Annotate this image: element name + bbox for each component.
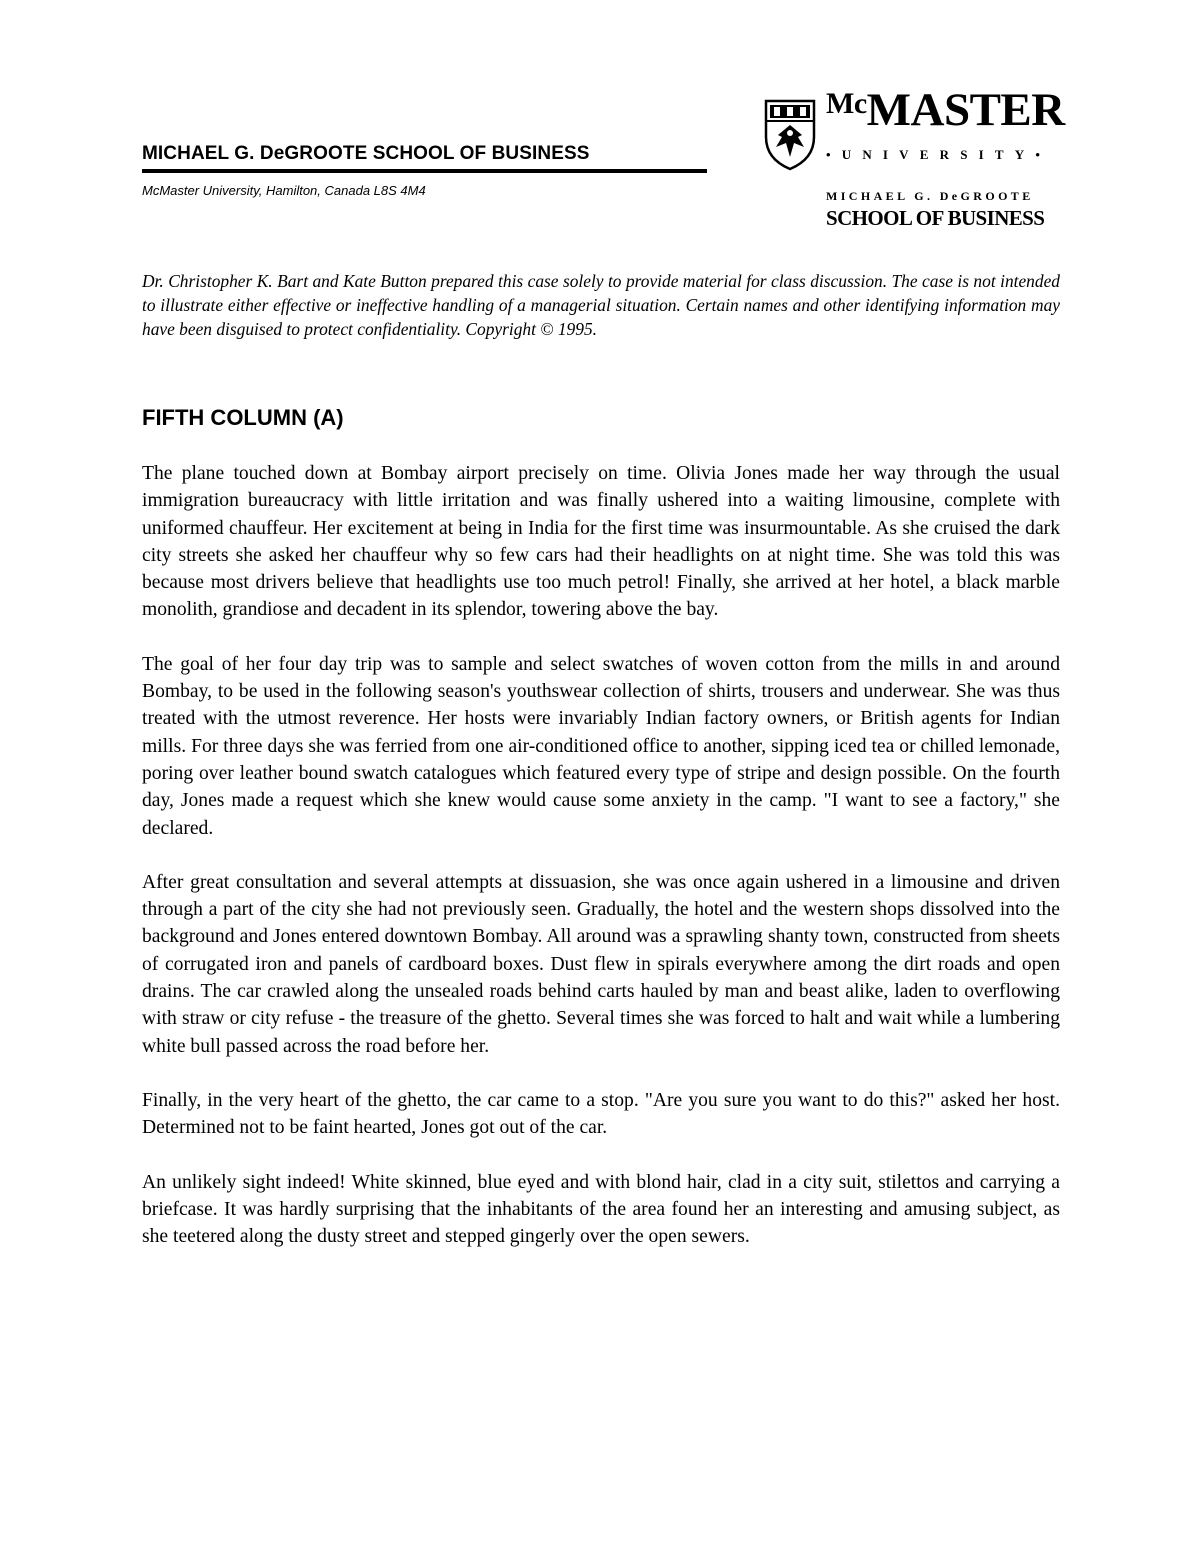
school-address: McMaster University, Hamilton, Canada L8S 4M4 [142, 183, 426, 198]
university-crest-icon [762, 97, 818, 171]
school-name: MICHAEL G. DeGROOTE SCHOOL OF BUSINESS [142, 143, 707, 173]
logo-degroote: MICHAEL G. DeGROOTE [826, 189, 1034, 203]
body-paragraph: An unlikely sight indeed! White skinned, blue eyed and with blond hair, clad in a city suit, stilettos and carrying a briefcase. It was hardly surprising that the inhabitants of the area found her an interesting and amusing subject, as she teetered along the dusty street and stepped gingerly over the open sewers. [142, 1171, 1060, 1248]
body-paragraph: Finally, in the very heart of the ghetto, the car came to a stop. "Are you sure you want to do this?" asked her host. Determined not to be faint hearted, Jones got out of the car. [142, 1089, 1060, 1139]
school-header [142, 143, 707, 198]
mcmaster-logo [762, 84, 1065, 233]
logo-school-of-business: SCHOOL OF BUSINESS [826, 206, 1045, 230]
logo-wordmark: $^{Mc}$MASTER [826, 84, 1065, 136]
logo-university: •UNIVERSITY• [826, 147, 1052, 162]
body-paragraph: The plane touched down at Bombay airport precisely on time. Olivia Jones made her way through the usual immigration bureaucracy with little irritation and was finally ushered into a waiting limousine, complete with uniformed chauffeur. Her excitement at being in India for the first time was insurmountable. As she cruised the dark city streets she asked her chauffeur why so few cars had their headlights on at night time. She was told this was because most drivers believe that headlights use too much petrol! Finally, she arrived at her hotel, a black marble monolith, grandiose and decadent in its splendor, towering above the bay. [142, 463, 1060, 621]
body-paragraph: After great consultation and several attempts at dissuasion, she was once again ushered in a limousine and driven through a part of the city she had not previously seen. Gradually, the hotel and the western shops dissolved into the background and Jones entered downtown Bombay. All around was a sprawling shanty town, constructed from sheets of corrugated iron and panels of cardboard boxes. Dust flew in spirals everywhere among the dirt roads and open drains. The car crawled along the unsealed roads behind carts hauled by man and beast alike, laden to overflowing with straw or city refuse - the treasure of the ghetto. Several times she was forced to halt and wait while a lumbering white bull passed across the road before her. [142, 871, 1060, 1057]
case-title: FIFTH COLUMN (A) [142, 405, 344, 430]
case-disclaimer: Dr. Christopher K. Bart and Kate Button prepared this case solely to provide material for class discussion. The case is not intended to illustrate either effective or ineffective handling of a managerial situation. Certain names and other identifying information may have been disguised to protect confidentiality. Copyright © 1995. [142, 271, 1060, 339]
body-paragraph: The goal of her four day trip was to sample and select swatches of woven cotton from the mills in and around Bombay, to be used in the following season's youthswear collection of shirts, trousers and underwear. She was thus treated with the utmost reverence. Her hosts were invariably Indian factory owners, or British agents for Indian mills. For three days she was ferried from one air-conditioned office to another, sipping iced tea or chilled lemonade, poring over leather bound swatch catalogues which featured every type of stripe and design possible. On the fourth day, Jones made a request which she knew would cause some anxiety in the camp. "I want to see a factory," she declared. [142, 653, 1060, 839]
case-body [142, 460, 1060, 1277]
